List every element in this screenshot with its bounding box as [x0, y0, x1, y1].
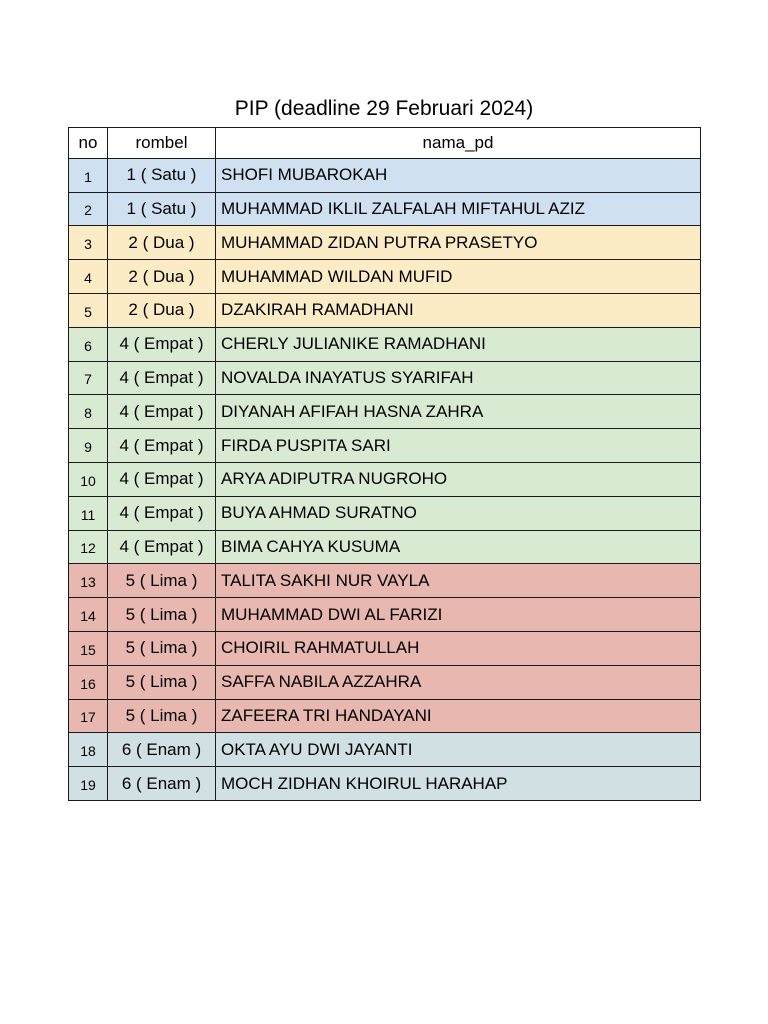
- cell-rombel: 4 ( Empat ): [108, 327, 216, 361]
- cell-rombel: 2 ( Dua ): [108, 260, 216, 294]
- cell-nama-pd: FIRDA PUSPITA SARI: [216, 429, 701, 463]
- cell-rombel: 5 ( Lima ): [108, 699, 216, 733]
- cell-nama-pd: TALITA SAKHI NUR VAYLA: [216, 564, 701, 598]
- table-row: [69, 631, 701, 665]
- cell-nama-pd: MUHAMMAD DWI AL FARIZI: [216, 598, 701, 632]
- cell-nama-pd: MUHAMMAD WILDAN MUFID: [216, 260, 701, 294]
- table-row: [69, 530, 701, 564]
- cell-rombel: 1 ( Satu ): [108, 158, 216, 192]
- table-row: [69, 598, 701, 632]
- cell-rombel: 4 ( Empat ): [108, 496, 216, 530]
- cell-rombel: 4 ( Empat ): [108, 429, 216, 463]
- cell-rombel: 4 ( Empat ): [108, 462, 216, 496]
- table-row: [69, 293, 701, 327]
- table-row: [69, 462, 701, 496]
- cell-no: 19: [69, 767, 108, 801]
- cell-no: 13: [69, 564, 108, 598]
- cell-nama-pd: DZAKIRAH RAMADHANI: [216, 293, 701, 327]
- cell-no: 7: [69, 361, 108, 395]
- cell-no: 5: [69, 293, 108, 327]
- table-row: [69, 699, 701, 733]
- cell-no: 11: [69, 496, 108, 530]
- table-row: [69, 429, 701, 463]
- cell-nama-pd: BUYA AHMAD SURATNO: [216, 496, 701, 530]
- table-row: [69, 158, 701, 192]
- cell-no: 3: [69, 226, 108, 260]
- cell-rombel: 1 ( Satu ): [108, 192, 216, 226]
- cell-no: 2: [69, 192, 108, 226]
- cell-no: 18: [69, 733, 108, 767]
- table-row: [69, 496, 701, 530]
- cell-nama-pd: CHOIRIL RAHMATULLAH: [216, 631, 701, 665]
- cell-no: 16: [69, 665, 108, 699]
- cell-no: 12: [69, 530, 108, 564]
- table-row: [69, 327, 701, 361]
- cell-rombel: 4 ( Empat ): [108, 530, 216, 564]
- student-table: [68, 127, 701, 801]
- cell-no: 6: [69, 327, 108, 361]
- cell-rombel: 5 ( Lima ): [108, 598, 216, 632]
- cell-rombel: 6 ( Enam ): [108, 733, 216, 767]
- table-row: [69, 665, 701, 699]
- cell-rombel: 5 ( Lima ): [108, 665, 216, 699]
- cell-nama-pd: DIYANAH AFIFAH HASNA ZAHRA: [216, 395, 701, 429]
- cell-no: 10: [69, 462, 108, 496]
- table-header-row: [69, 128, 701, 159]
- table-row: [69, 733, 701, 767]
- cell-rombel: 4 ( Empat ): [108, 395, 216, 429]
- cell-rombel: 2 ( Dua ): [108, 293, 216, 327]
- cell-no: 1: [69, 158, 108, 192]
- cell-nama-pd: MUHAMMAD IKLIL ZALFALAH MIFTAHUL AZIZ: [216, 192, 701, 226]
- cell-rombel: 6 ( Enam ): [108, 767, 216, 801]
- cell-nama-pd: SAFFA NABILA AZZAHRA: [216, 665, 701, 699]
- cell-nama-pd: OKTA AYU DWI JAYANTI: [216, 733, 701, 767]
- cell-no: 9: [69, 429, 108, 463]
- cell-rombel: 4 ( Empat ): [108, 361, 216, 395]
- table-row: [69, 361, 701, 395]
- table-row: [69, 767, 701, 801]
- cell-nama-pd: ZAFEERA TRI HANDAYANI: [216, 699, 701, 733]
- table-row: [69, 226, 701, 260]
- header-nama-pd: nama_pd: [216, 128, 701, 159]
- cell-rombel: 2 ( Dua ): [108, 226, 216, 260]
- cell-nama-pd: ARYA ADIPUTRA NUGROHO: [216, 462, 701, 496]
- cell-no: 8: [69, 395, 108, 429]
- cell-no: 17: [69, 699, 108, 733]
- table-row: [69, 260, 701, 294]
- cell-no: 15: [69, 631, 108, 665]
- cell-nama-pd: CHERLY JULIANIKE RAMADHANI: [216, 327, 701, 361]
- cell-rombel: 5 ( Lima ): [108, 631, 216, 665]
- table-body: [69, 158, 701, 800]
- cell-no: 4: [69, 260, 108, 294]
- cell-rombel: 5 ( Lima ): [108, 564, 216, 598]
- header-rombel: rombel: [108, 128, 216, 159]
- cell-nama-pd: MUHAMMAD ZIDAN PUTRA PRASETYO: [216, 226, 701, 260]
- table-row: [69, 564, 701, 598]
- cell-nama-pd: NOVALDA INAYATUS SYARIFAH: [216, 361, 701, 395]
- cell-nama-pd: BIMA CAHYA KUSUMA: [216, 530, 701, 564]
- document-title: PIP (deadline 29 Februari 2024): [234, 97, 534, 120]
- cell-no: 14: [69, 598, 108, 632]
- cell-nama-pd: MOCH ZIDHAN KHOIRUL HARAHAP: [216, 767, 701, 801]
- table-row: [69, 395, 701, 429]
- header-no: no: [69, 128, 108, 159]
- table-row: [69, 192, 701, 226]
- cell-nama-pd: SHOFI MUBAROKAH: [216, 158, 701, 192]
